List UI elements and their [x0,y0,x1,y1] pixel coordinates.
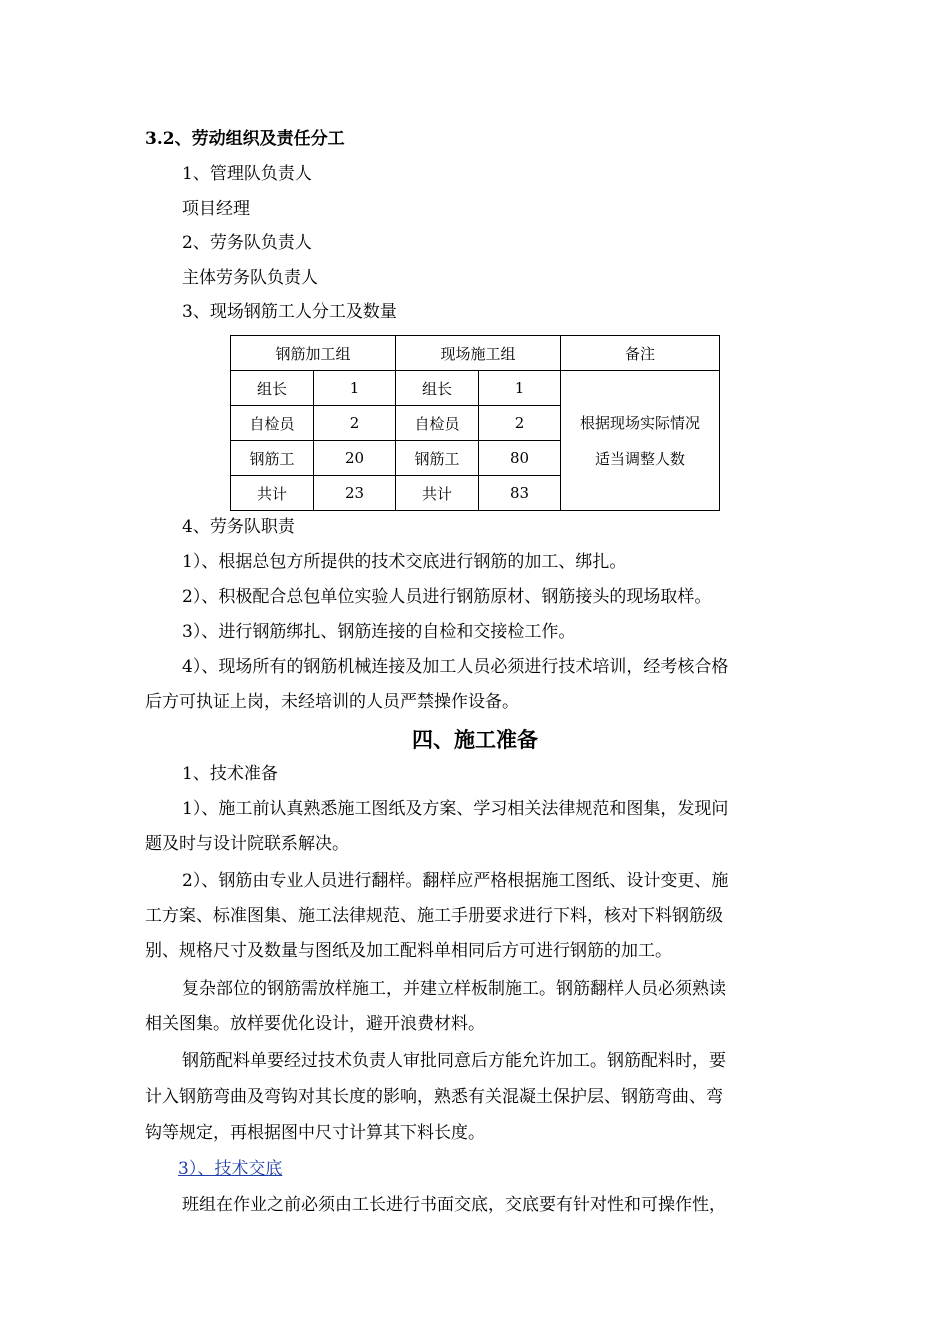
chapter-title: 四、施工准备 [412,727,538,752]
item-management-lead-value: 项目经理 [182,199,250,219]
item-labor-lead-value: 主体劳务队负责人 [182,268,318,288]
table-cell: 1 [479,371,561,406]
remark-line: 适当调整人数 [594,449,685,468]
remark-line: 根据现场实际情况 [579,413,700,432]
duties-title: 4、劳务队职责 [182,517,295,537]
paragraph-line: 班组在作业之前必须由工长进行书面交底，交底要有针对性和可操作性， [182,1195,726,1215]
table-cell: 自检员 [396,406,479,441]
table-cell: 共计 [396,476,479,511]
tech-prep-title: 1、技术准备 [182,764,278,784]
paragraph-line: 1）、施工前认真熟悉施工图纸及方案、学习相关法律规范和图集，发现问 [182,799,729,819]
tech-briefing-link[interactable]: 3）、技术交底 [178,1159,283,1179]
paragraph-line: 钩等规定，再根据图中尺寸计算其下料长度。 [145,1123,485,1143]
section-heading: 3.2、劳动组织及责任分工 [145,129,345,149]
header-processing-group: 钢筋加工组 [231,336,396,371]
table-cell: 组长 [396,371,479,406]
table-cell: 2 [314,406,396,441]
paragraph-line: 别、规格尺寸及数量与图纸及加工配料单相同后方可进行钢筋的加工。 [145,941,672,961]
staff-table [230,335,720,511]
remark-cell [561,371,720,511]
table-cell: 23 [314,476,396,511]
header-site-group: 现场施工组 [396,336,561,371]
paragraph-line: 相关图集。放样要优化设计，避开浪费材料。 [145,1014,485,1034]
table-cell: 1 [314,371,396,406]
table-cell: 钢筋工 [396,441,479,476]
table-cell: 83 [479,476,561,511]
duty-item: 1）、根据总包方所提供的技术交底进行钢筋的加工、绑扎。 [182,552,627,572]
table-cell: 80 [479,441,561,476]
table-cell: 组长 [231,371,314,406]
duty-item: 4）、现场所有的钢筋机械连接及加工人员必须进行技术培训，经考核合格 [182,657,729,677]
table-cell: 钢筋工 [231,441,314,476]
paragraph-line: 题及时与设计院联系解决。 [145,834,349,854]
paragraph-line: 计入钢筋弯曲及弯钩对其长度的影响，熟悉有关混凝土保护层、钢筋弯曲、弯 [145,1087,723,1107]
table-row [231,371,720,406]
duty-item: 2）、积极配合总包单位实验人员进行钢筋原材、钢筋接头的现场取样。 [182,587,712,607]
item-staff-division: 3、现场钢筋工人分工及数量 [182,302,397,322]
table-header-row [231,336,720,371]
paragraph-line: 复杂部位的钢筋需放样施工，并建立样板制施工。钢筋翻样人员必须熟读 [182,979,726,999]
item-management-lead: 1、管理队负责人 [182,164,312,184]
duty-item-continued: 后方可执证上岗，未经培训的人员严禁操作设备。 [145,692,519,712]
table-cell: 自检员 [231,406,314,441]
paragraph-line: 工方案、标准图集、施工法律规范、施工手册要求进行下料，核对下料钢筋级 [145,906,723,926]
table-cell: 2 [479,406,561,441]
table-cell: 共计 [231,476,314,511]
item-labor-lead: 2、劳务队负责人 [182,233,312,253]
duty-item: 3）、进行钢筋绑扎、钢筋连接的自检和交接检工作。 [182,622,576,642]
header-remark: 备注 [561,336,720,371]
table-cell: 20 [314,441,396,476]
paragraph-line: 钢筋配料单要经过技术负责人审批同意后方能允许加工。钢筋配料时，要 [182,1051,726,1071]
paragraph-line: 2）、钢筋由专业人员进行翻样。翻样应严格根据施工图纸、设计变更、施 [182,871,729,891]
